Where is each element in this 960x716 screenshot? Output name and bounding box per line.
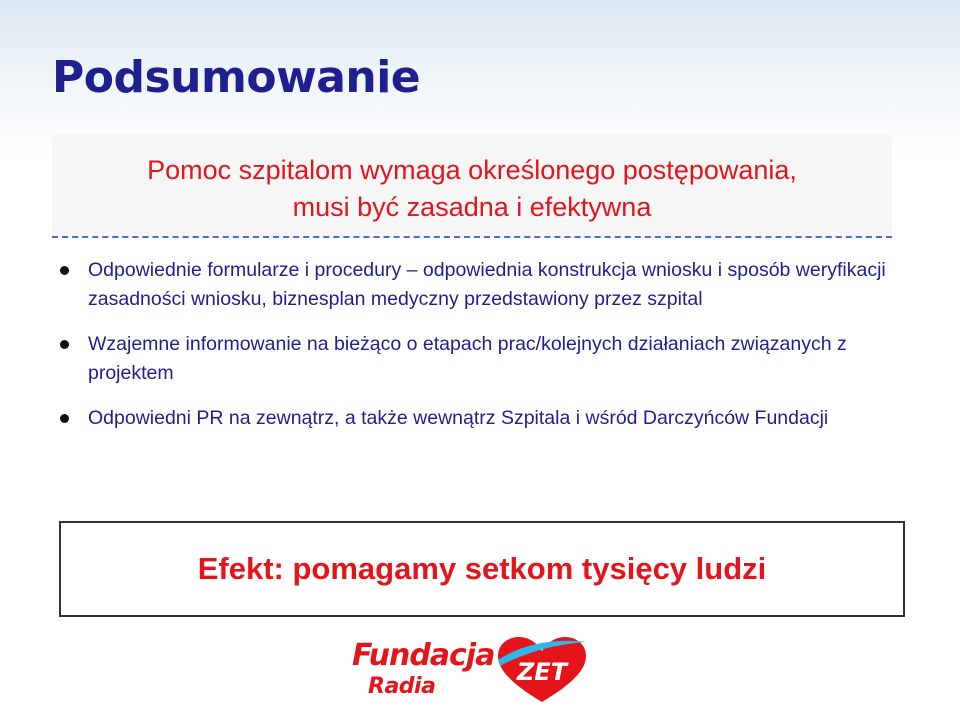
effect-text: Efekt: pomagamy setkom tysięcy ludzi (197, 551, 767, 586)
logo-word-radia: Radia (368, 674, 436, 699)
fundacja-radia-zet-logo (348, 634, 598, 706)
bullet-list (58, 256, 908, 449)
bullet-icon (60, 266, 69, 275)
bullet-text: Wzajemne informowanie na bieżąco o etapach prac/kolejnych działaniach związanych z projektem (88, 333, 847, 384)
list-item (58, 256, 908, 314)
list-item (58, 330, 908, 388)
zet-heart-icon (494, 634, 590, 706)
bullet-text: Odpowiednie formularze i procedury – odpowiednia konstrukcja wniosku i sposób weryfikacji zasadności wniosku, biznesplan medyczny przedstawiony przez szpital (88, 259, 886, 310)
bullet-icon (60, 340, 69, 349)
effect-box (59, 521, 905, 617)
callout-line-2: musi być zasadna i efektywna (292, 192, 652, 222)
callout-line-1: Pomoc szpitalom wymaga określonego postępowania, (147, 155, 797, 185)
page-title: Podsumowanie (52, 52, 421, 103)
summary-callout (52, 134, 892, 238)
list-item (58, 404, 908, 433)
logo-word-fundacja: Fundacja (352, 638, 495, 673)
logo-mark-text: ZET (516, 658, 568, 686)
bullet-text: Odpowiedni PR na zewnątrz, a także wewnątrz Szpitala i wśród Darczyńców Fundacji (88, 407, 829, 429)
bullet-icon (60, 414, 69, 423)
